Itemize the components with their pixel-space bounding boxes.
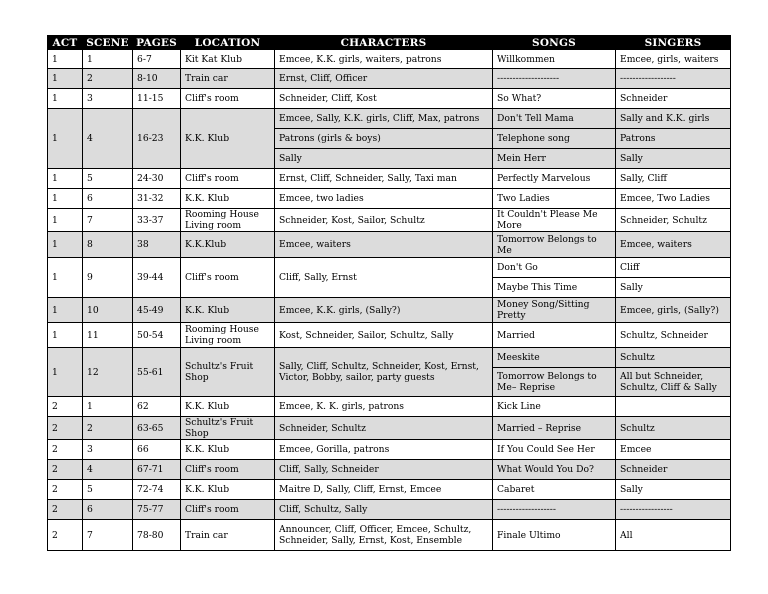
location-cell: Kit Kat Klub <box>181 50 275 69</box>
table-row <box>48 323 731 348</box>
table-row <box>48 258 731 278</box>
characters-cell: Cliff, Sally, Ernst <box>275 258 493 298</box>
song-cell: Maybe This Time <box>493 278 616 298</box>
characters-cell: Emcee, waiters <box>275 232 493 258</box>
act-cell: 1 <box>48 232 83 258</box>
table-row <box>48 500 731 520</box>
act-cell: 1 <box>48 69 83 89</box>
song-cell: -------------------- <box>493 69 616 89</box>
characters-cell: Emcee, two ladies <box>275 189 493 209</box>
location-cell: K.K. Klub <box>181 298 275 323</box>
scene-cell: 6 <box>83 500 133 520</box>
pages-cell: 45-49 <box>133 298 181 323</box>
song-cell: Tomorrow Belongs to Me <box>493 232 616 258</box>
singers-cell: Emcee, Two Ladies <box>616 189 731 209</box>
song-cell: Willkommen <box>493 50 616 69</box>
characters-cell: Ernst, Cliff, Schneider, Sally, Taxi man <box>275 169 493 189</box>
act-cell: 1 <box>48 109 83 169</box>
characters-cell: Kost, Schneider, Sailor, Schultz, Sally <box>275 323 493 348</box>
scene-cell: 4 <box>83 460 133 480</box>
scene-cell: 5 <box>83 169 133 189</box>
location-cell: K.K. Klub <box>181 440 275 460</box>
table-row <box>48 109 731 129</box>
act-cell: 2 <box>48 500 83 520</box>
pages-cell: 67-71 <box>133 460 181 480</box>
song-cell: What Would You Do? <box>493 460 616 480</box>
location-cell: Schultz's Fruit Shop <box>181 417 275 440</box>
singers-cell: All <box>616 520 731 551</box>
song-cell: Cabaret <box>493 480 616 500</box>
song-cell: Mein Herr <box>493 149 616 169</box>
act-cell: 1 <box>48 209 83 232</box>
pages-cell: 72-74 <box>133 480 181 500</box>
characters-cell: Sally <box>275 149 493 169</box>
act-cell: 2 <box>48 397 83 417</box>
singers-cell <box>616 397 731 417</box>
scene-cell: 11 <box>83 323 133 348</box>
table-row <box>48 169 731 189</box>
song-cell: Tomorrow Belongs to Me– Reprise <box>493 368 616 397</box>
location-cell: Schultz's Fruit Shop <box>181 348 275 397</box>
header-singers: SINGERS <box>616 36 731 50</box>
scene-cell: 8 <box>83 232 133 258</box>
location-cell: K.K. Klub <box>181 397 275 417</box>
scene-cell: 1 <box>83 50 133 69</box>
table-row <box>48 232 731 258</box>
location-cell: K.K. Klub <box>181 480 275 500</box>
location-cell: Cliff's room <box>181 460 275 480</box>
table-row <box>48 209 731 232</box>
table-row <box>48 417 731 440</box>
act-cell: 2 <box>48 417 83 440</box>
characters-cell: Maitre D, Sally, Cliff, Ernst, Emcee <box>275 480 493 500</box>
pages-cell: 8-10 <box>133 69 181 89</box>
scene-cell: 2 <box>83 69 133 89</box>
scene-cell: 1 <box>83 397 133 417</box>
song-cell: Telephone song <box>493 129 616 149</box>
location-cell: K.K.Klub <box>181 232 275 258</box>
scene-cell: 4 <box>83 109 133 169</box>
act-cell: 1 <box>48 348 83 397</box>
act-cell: 1 <box>48 298 83 323</box>
act-cell: 1 <box>48 258 83 298</box>
header-act: ACT <box>48 36 83 50</box>
location-cell: Train car <box>181 69 275 89</box>
pages-cell: 75-77 <box>133 500 181 520</box>
table-body <box>48 50 731 551</box>
characters-cell: Ernst, Cliff, Officer <box>275 69 493 89</box>
table-row <box>48 520 731 551</box>
characters-cell: Emcee, Sally, K.K. girls, Cliff, Max, patrons <box>275 109 493 129</box>
song-cell: If You Could See Her <box>493 440 616 460</box>
header-characters: CHARACTERS <box>275 36 493 50</box>
scene-cell: 10 <box>83 298 133 323</box>
characters-cell: Sally, Cliff, Schultz, Schneider, Kost, Ernst, Victor, Bobby, sailor, party guests <box>275 348 493 397</box>
act-cell: 1 <box>48 169 83 189</box>
location-cell: Rooming House Living room <box>181 323 275 348</box>
singers-cell: Cliff <box>616 258 731 278</box>
characters-cell: Emcee, K.K. girls, (Sally?) <box>275 298 493 323</box>
song-cell: Don't Tell Mama <box>493 109 616 129</box>
act-cell: 2 <box>48 460 83 480</box>
characters-cell: Cliff, Schultz, Sally <box>275 500 493 520</box>
singers-cell: Schultz, Schneider <box>616 323 731 348</box>
scene-cell: 7 <box>83 520 133 551</box>
song-cell: ------------------- <box>493 500 616 520</box>
characters-cell: Emcee, Gorilla, patrons <box>275 440 493 460</box>
pages-cell: 66 <box>133 440 181 460</box>
pages-cell: 6-7 <box>133 50 181 69</box>
pages-cell: 55-61 <box>133 348 181 397</box>
singers-cell: Sally <box>616 278 731 298</box>
location-cell: Rooming House Living room <box>181 209 275 232</box>
scene-cell: 12 <box>83 348 133 397</box>
characters-cell: Announcer, Cliff, Officer, Emcee, Schultz, Schneider, Sally, Ernst, Kost, Ensemble <box>275 520 493 551</box>
singers-cell: Emcee <box>616 440 731 460</box>
song-cell: Married <box>493 323 616 348</box>
location-cell: Cliff's room <box>181 500 275 520</box>
act-cell: 1 <box>48 89 83 109</box>
singers-cell: Schneider <box>616 89 731 109</box>
singers-cell: All but Schneider, Schultz, Cliff & Sally <box>616 368 731 397</box>
header-location: LOCATION <box>181 36 275 50</box>
characters-cell: Emcee, K.K. girls, waiters, patrons <box>275 50 493 69</box>
act-cell: 1 <box>48 323 83 348</box>
table-row <box>48 298 731 323</box>
pages-cell: 31-32 <box>133 189 181 209</box>
singers-cell: Sally <box>616 149 731 169</box>
singers-cell: ----------------- <box>616 500 731 520</box>
scene-cell: 2 <box>83 417 133 440</box>
singers-cell: ------------------ <box>616 69 731 89</box>
location-cell: Cliff's room <box>181 89 275 109</box>
characters-cell: Emcee, K. K. girls, patrons <box>275 397 493 417</box>
scene-breakdown-table <box>47 35 731 551</box>
header-pages: PAGES <box>133 36 181 50</box>
scene-cell: 9 <box>83 258 133 298</box>
header-songs: SONGS <box>493 36 616 50</box>
table-row <box>48 189 731 209</box>
characters-cell: Schneider, Cliff, Kost <box>275 89 493 109</box>
song-cell: Finale Ultimo <box>493 520 616 551</box>
table-row <box>48 397 731 417</box>
song-cell: It Couldn't Please Me More <box>493 209 616 232</box>
location-cell: K.K. Klub <box>181 109 275 169</box>
table-row <box>48 460 731 480</box>
table-row <box>48 348 731 368</box>
header-row <box>48 36 731 50</box>
header-scene: SCENE <box>83 36 133 50</box>
singers-cell: Schultz <box>616 348 731 368</box>
scene-cell: 5 <box>83 480 133 500</box>
scene-cell: 3 <box>83 440 133 460</box>
scene-cell: 6 <box>83 189 133 209</box>
act-cell: 1 <box>48 50 83 69</box>
act-cell: 2 <box>48 480 83 500</box>
song-cell: Two Ladies <box>493 189 616 209</box>
pages-cell: 16-23 <box>133 109 181 169</box>
act-cell: 2 <box>48 440 83 460</box>
song-cell: Don't Go <box>493 258 616 278</box>
characters-cell: Schneider, Kost, Sailor, Schultz <box>275 209 493 232</box>
pages-cell: 50-54 <box>133 323 181 348</box>
act-cell: 2 <box>48 520 83 551</box>
singers-cell: Emcee, waiters <box>616 232 731 258</box>
singers-cell: Sally and K.K. girls <box>616 109 731 129</box>
singers-cell: Emcee, girls, waiters <box>616 50 731 69</box>
pages-cell: 39-44 <box>133 258 181 298</box>
characters-cell: Patrons (girls & boys) <box>275 129 493 149</box>
scene-cell: 7 <box>83 209 133 232</box>
pages-cell: 78-80 <box>133 520 181 551</box>
scene-cell: 3 <box>83 89 133 109</box>
song-cell: Kick Line <box>493 397 616 417</box>
singers-cell: Sally, Cliff <box>616 169 731 189</box>
singers-cell: Emcee, girls, (Sally?) <box>616 298 731 323</box>
pages-cell: 11-15 <box>133 89 181 109</box>
location-cell: Cliff's room <box>181 258 275 298</box>
song-cell: So What? <box>493 89 616 109</box>
singers-cell: Schneider <box>616 460 731 480</box>
location-cell: Cliff's room <box>181 169 275 189</box>
act-cell: 1 <box>48 189 83 209</box>
pages-cell: 63-65 <box>133 417 181 440</box>
pages-cell: 33-37 <box>133 209 181 232</box>
table-row <box>48 480 731 500</box>
table-row <box>48 69 731 89</box>
singers-cell: Patrons <box>616 129 731 149</box>
singers-cell: Schultz <box>616 417 731 440</box>
song-cell: Meeskite <box>493 348 616 368</box>
table-row <box>48 50 731 69</box>
location-cell: K.K. Klub <box>181 189 275 209</box>
table-row <box>48 89 731 109</box>
table-row <box>48 440 731 460</box>
pages-cell: 24-30 <box>133 169 181 189</box>
pages-cell: 38 <box>133 232 181 258</box>
song-cell: Married – Reprise <box>493 417 616 440</box>
song-cell: Perfectly Marvelous <box>493 169 616 189</box>
singers-cell: Schneider, Schultz <box>616 209 731 232</box>
characters-cell: Schneider, Schultz <box>275 417 493 440</box>
location-cell: Train car <box>181 520 275 551</box>
singers-cell: Sally <box>616 480 731 500</box>
characters-cell: Cliff, Sally, Schneider <box>275 460 493 480</box>
pages-cell: 62 <box>133 397 181 417</box>
song-cell: Money Song/Sitting Pretty <box>493 298 616 323</box>
